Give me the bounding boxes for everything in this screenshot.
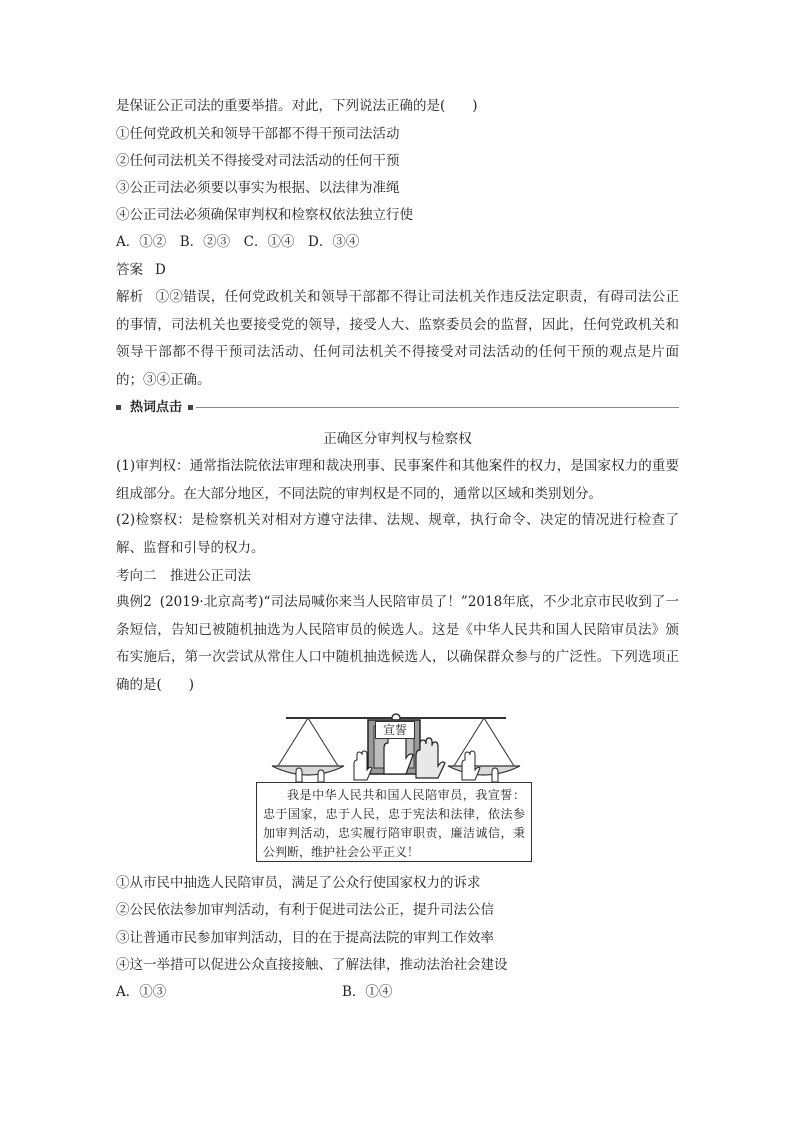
hotword-label: 热词点击 — [130, 400, 183, 415]
q2-stem — [116, 589, 679, 699]
q2-item-4: ④这一举措可以促进公众直接接触、了解法律，推动法治社会建设 — [116, 957, 508, 973]
q2-stem-text: (2019·北京高考)“司法局喊你来当人民陪审员了！”2018年底，不少北京市民收到了一条短信，告知已被随机抽选为人民陪审员的候选人。这是《中华人民共和国人民陪审员法》颁布实施后，第一次尝试从常住人口中随机抽选候选人，以确保群众参与的广泛性。下列选项正确的是( ) — [116, 594, 679, 693]
hotword-header — [116, 398, 679, 418]
hotword-p1: (1)审判权：通常指法院依法审理和裁决刑事、民事案件和其他案件的权力，是国家权力的重要组成部分。在大部分地区，不同法院的审判权是不同的，通常以区域和类别划分。 — [116, 458, 679, 502]
answer-value: D — [155, 262, 166, 278]
hotword-p2: (2)检察权：是检察机关对相对方遵守法律、法规、规章，执行命令、决定的情况进行检查了解、监督和引导的权力。 — [116, 512, 679, 556]
analysis-label: 解析 — [116, 289, 144, 305]
q1-stem-tail: 是保证公正司法的重要举措。对此，下列说法正确的是( ) — [116, 98, 478, 114]
q1-item-2: ②任何司法机关不得接受对司法活动的任何干预 — [116, 153, 400, 169]
oath-text-box: 我是中华人民共和国人民陪审员，我宣誓：忠于国家，忠于人民，忠于宪法和法律，依法参加审判活动，忠实履行陪审职责，廉洁诚信，秉公判断，维护社会公平正义！ — [256, 782, 532, 862]
q2-item-3: ③让普通市民参加审判活动，目的在于提高法院的审判工作效率 — [116, 930, 494, 946]
scale-hands-icon — [256, 708, 538, 788]
q2-option-a: A．①③ — [116, 984, 167, 1000]
analysis-text: ①②错误，任何党政机关和领导干部都不得让司法机关作违反法定职责，有碍司法公正的事情，司法机关也要接受党的领导，接受人大、监察委员会的监督，因此，任何党政机关和领导干部都不得干预司法活动、任何司法机关不得接受对司法活动的任何干预的观点是片面的；③④正确。 — [116, 289, 680, 388]
hotword-title: 正确区分审判权与检察权 — [323, 431, 472, 447]
q1-item-1: ①任何党政机关和领导干部都不得干预司法活动 — [116, 126, 400, 142]
oath-sign: 宣誓 — [375, 721, 415, 739]
q1-answer — [116, 260, 166, 280]
q1-options: A．①② B．②③ C．①④ D．③④ — [116, 234, 360, 250]
q1-item-3: ③公正司法必须要以事实为根据、以法律为准绳 — [116, 180, 400, 196]
divider — [196, 407, 679, 408]
q2-item-1: ①从市民中抽选人民陪审员，满足了公众行使国家权力的诉求 — [116, 875, 481, 891]
section-heading: 考向二 推进公正司法 — [116, 568, 251, 584]
q2-label: 典例2 — [116, 594, 152, 610]
answer-label: 答案 — [116, 262, 143, 278]
q2-item-2: ②公民依法参加审判活动，有利于促进司法公正，提升司法公信 — [116, 902, 494, 918]
square-bullet-icon — [188, 405, 193, 410]
q1-analysis — [116, 284, 679, 394]
q1-item-4: ④公正司法必须确保审判权和检察权依法独立行使 — [116, 207, 413, 223]
square-bullet-icon — [116, 405, 121, 410]
oath-illustration — [256, 708, 538, 870]
q2-option-b: B．①④ — [342, 984, 393, 1000]
